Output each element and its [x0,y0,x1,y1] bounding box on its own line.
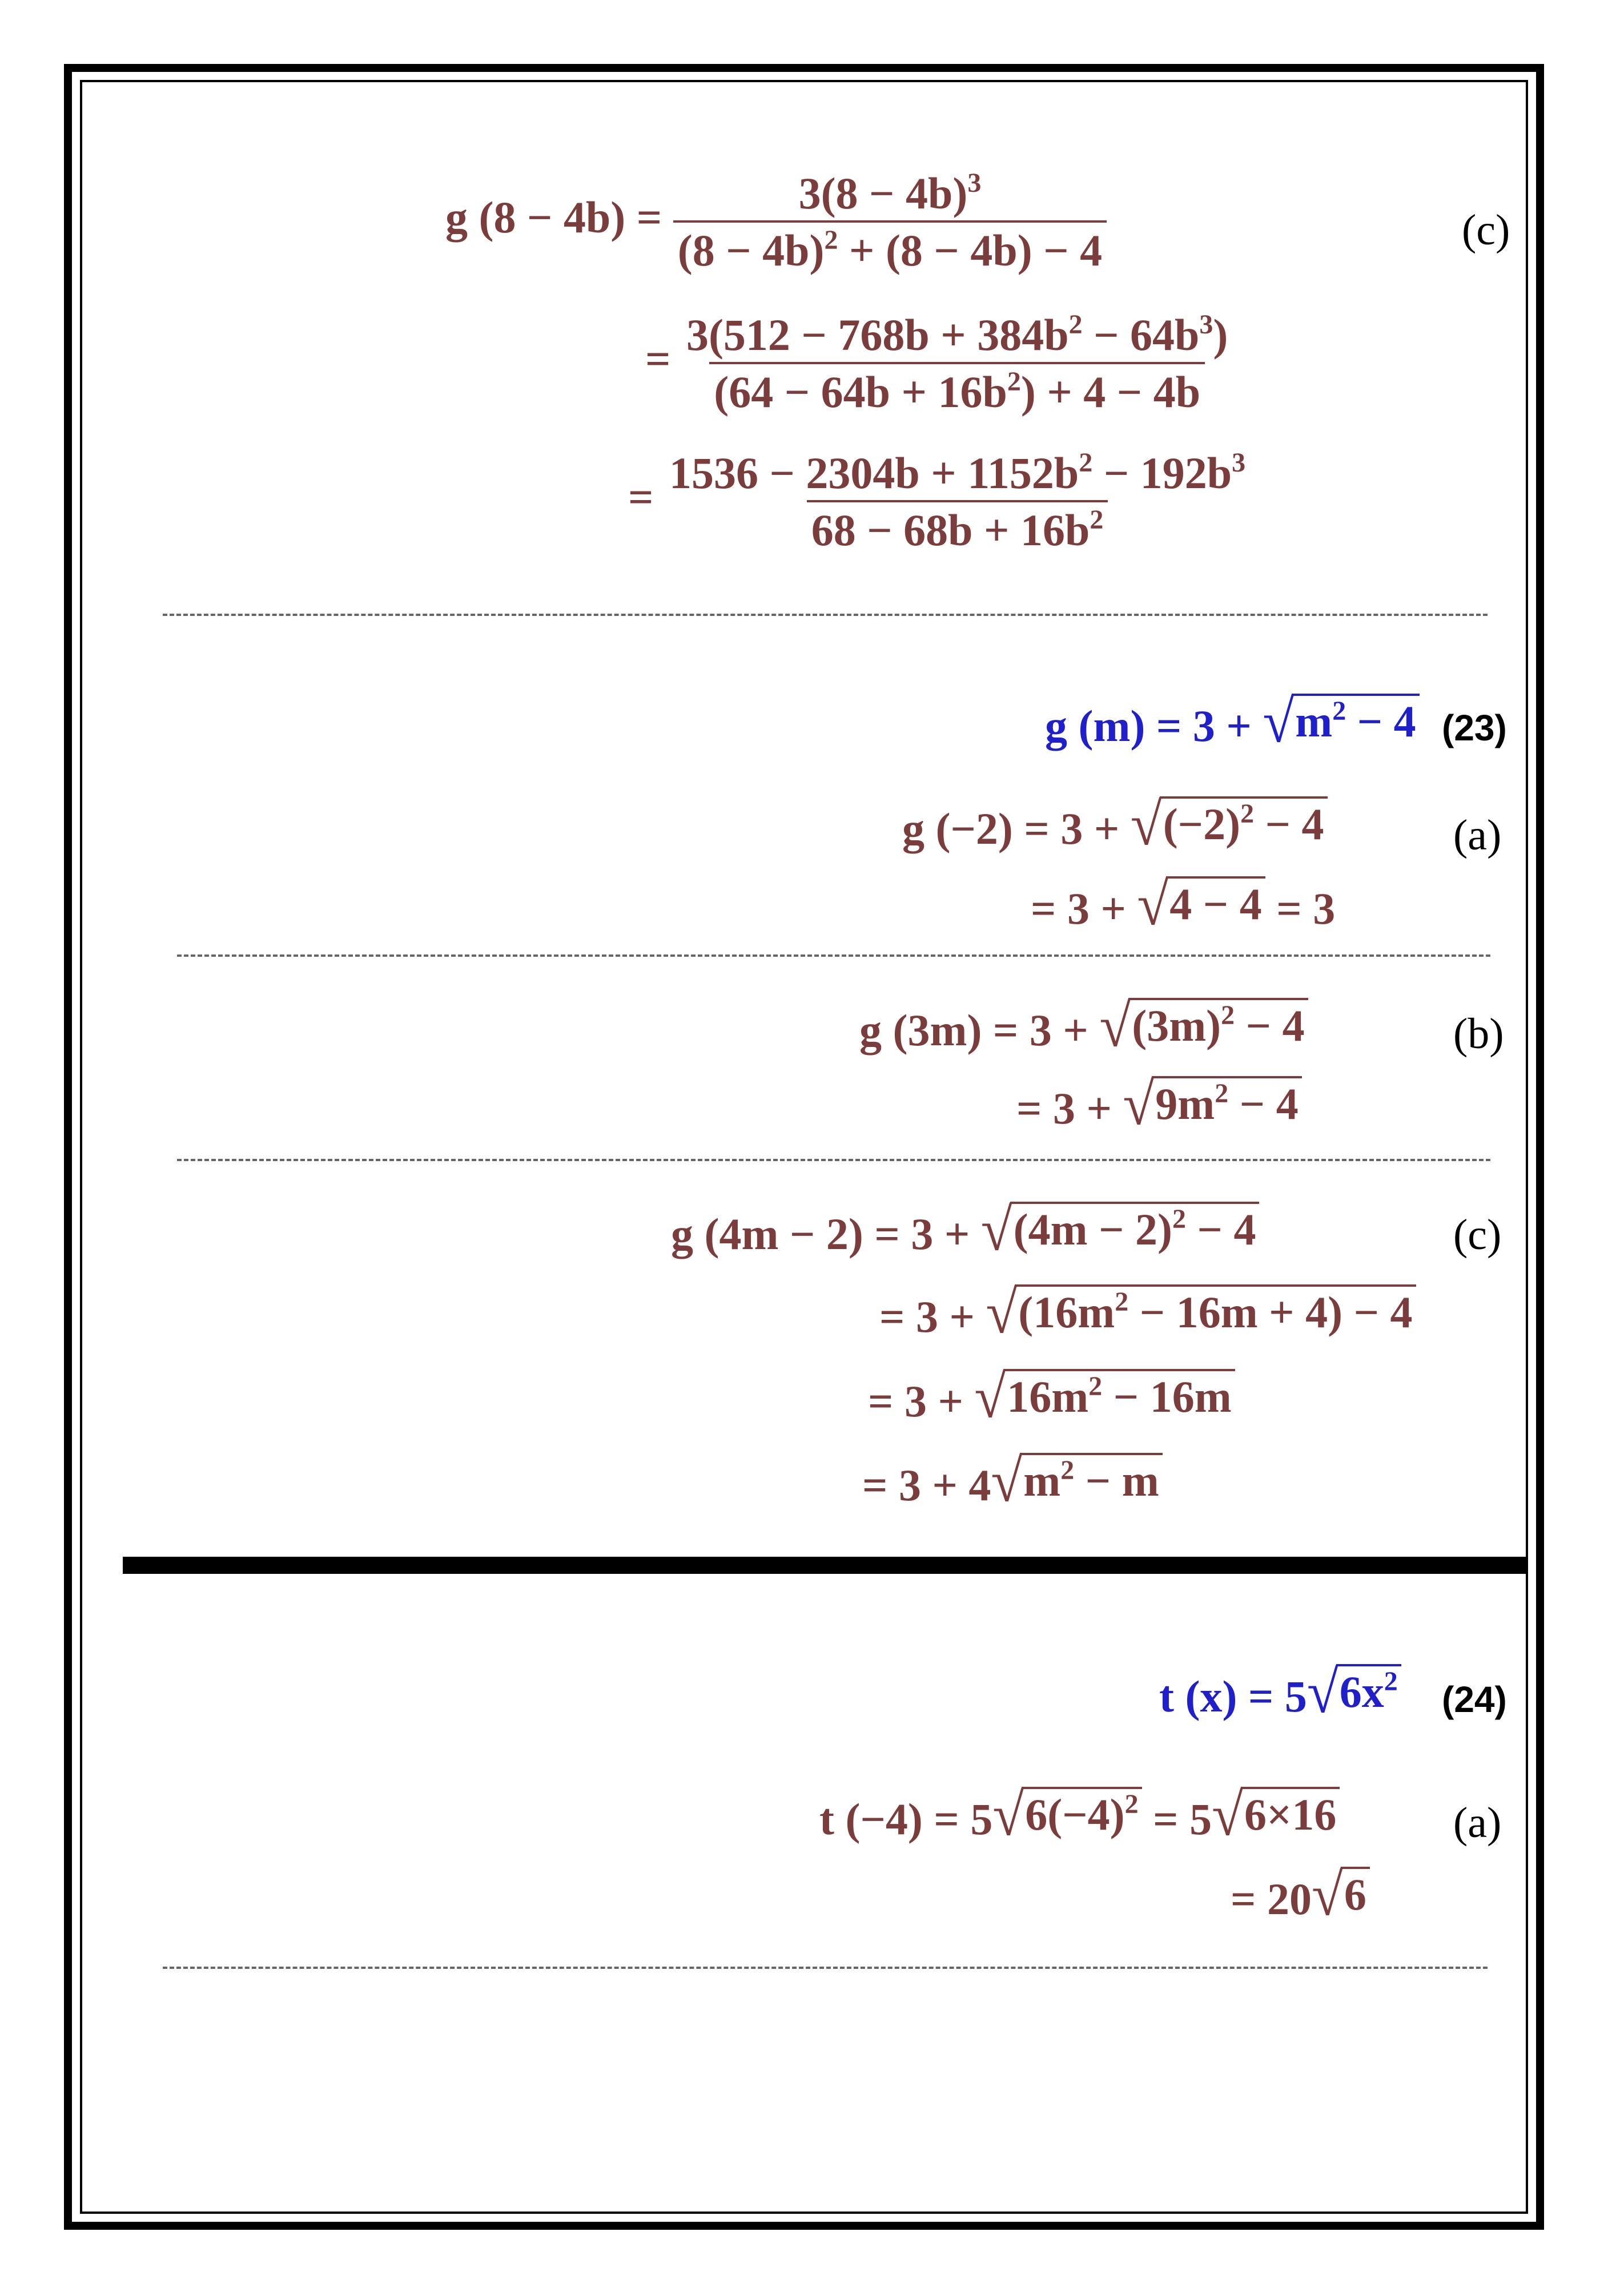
p22c-fraction-3 [665,448,1250,555]
radical: √ $m^2 - 4$ [1263,694,1419,751]
p22c-part-label: (c) [1462,206,1510,254]
radical: √ $9m^2 - 4$ [1123,1076,1301,1133]
p22c-fraction-1 [673,168,1107,275]
radical: √ $m^2 - m$ [991,1453,1162,1510]
p24a-line2: = 20 √ 6 [1231,1867,1370,1924]
p23b-line1: g (3m) = 3 + √ $(3m)^2 - 4$ [859,998,1308,1055]
p22c-numerator-3: $1536 - 2304b + 1152b^2 - 192b^3$ [669,448,1246,498]
divider-dashed-3 [177,1159,1490,1161]
p22c-fraction-2 [682,309,1232,417]
p23a-line1: g (−2) = 3 + √ $(-2)^2 - 4$ [902,796,1328,853]
p23c-line1: g (4m − 2) = 3 + √ $(4m - 2)^2 - 4$ [671,1202,1259,1259]
p22c-denominator-1: $(8 - 4b)^2 + (8 - 4b) - 4$ [673,220,1107,273]
p22c-lhs: g (8 − 4b) = [445,192,662,242]
p23b-line2: = 3 + √ $9m^2 - 4$ [1016,1076,1302,1133]
p23-problem-number: (23) [1442,707,1507,748]
p23c-line3: = 3 + √ $16m^2 - 16m$ [868,1369,1235,1426]
radical: √ $6x^2$ [1307,1664,1401,1721]
p22c-line3: = $\frac{1536 - 2304b + 1152b^2 - 192b^3}{68 - 68b + 16b^2}$ [628,451,1250,553]
radical: √ $(3m)^2 - 4$ [1099,998,1308,1055]
divider-dashed-1 [163,614,1488,616]
p23b-part-label: (b) [1453,1010,1504,1058]
p23a-line2: = 3 + √ 4 − 4 = 3 [1031,871,1336,938]
p24a-part-label: (a) [1453,1799,1502,1847]
section-divider-thick [123,1557,1527,1574]
p24-definition: t (x) = 5 √ $6x^2$ [1159,1664,1401,1721]
radical: √ 6×16 [1212,1787,1340,1844]
p23a-part-label: (a) [1453,811,1502,859]
radical: √ $6(-4)^2$ [992,1787,1141,1844]
radical: √ $(4m - 2)^2 - 4$ [981,1202,1260,1259]
p22c-line2: = $\frac{3(512 - 768b + 384b^2 - 64b^3)}{(64 - 64b + 16b^2) + 4 - 4b}$ [645,313,1232,414]
p23-definition: g (m) = 3 + √ $m^2 - 4$ [1045,694,1420,751]
radical: √ $16m^2 - 16m$ [974,1369,1235,1426]
p23c-line2: = 3 + √ $(16m^2 - 16m + 4) - 4$ [879,1284,1416,1342]
p22c-line1 [445,168,1107,275]
p23c-part-label: (c) [1453,1211,1502,1259]
divider-dashed-4 [163,1967,1488,1969]
p24-problem-number: (24) [1442,1679,1507,1720]
p22c-numerator-1: $3(8 - 4b)^3$ [798,168,982,218]
p22c-numerator-2: $3(512 - 768b + 384b^2 - 64b^3)$ [686,309,1228,360]
radical: √ 6 [1312,1867,1370,1924]
radical: √ 4 − 4 [1137,876,1265,933]
radical: √ $(-2)^2 - 4$ [1131,796,1328,853]
p22c-denominator-3: $68 - 68b + 16b^2$ [807,500,1108,553]
p23c-line4: = 3 + 4 √ $m^2 - m$ [862,1453,1163,1510]
p22c-denominator-2: $(64 - 64b + 16b^2) + 4 - 4b$ [709,362,1205,414]
divider-dashed-2 [177,954,1490,957]
p24a-line1: t (−4) = 5 √ $6(-4)^2$ = 5 √ 6×16 [819,1787,1340,1844]
radical: √ $(16m^2 - 16m + 4) - 4$ [986,1284,1416,1342]
